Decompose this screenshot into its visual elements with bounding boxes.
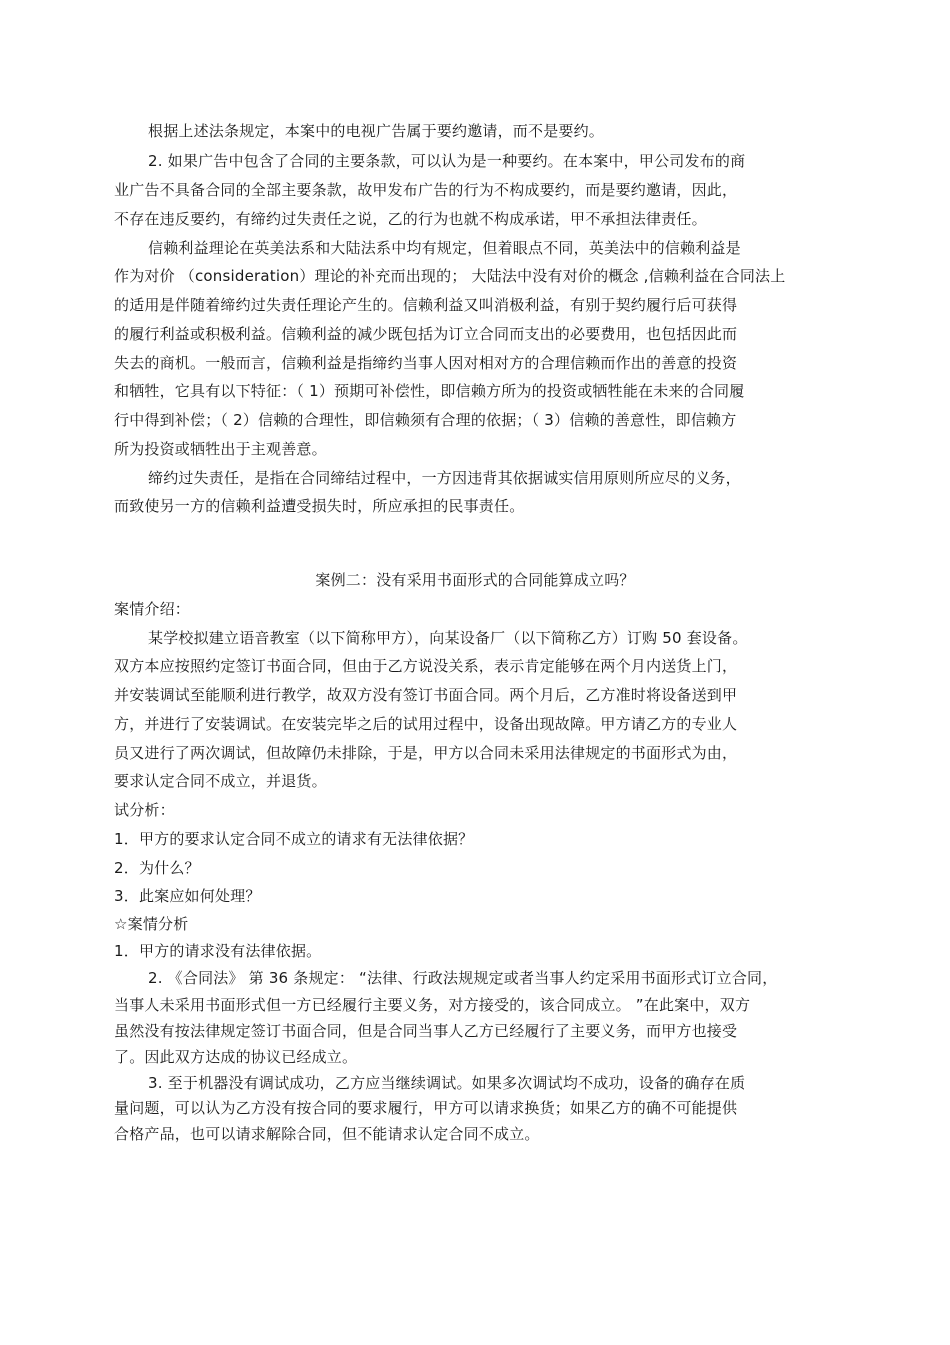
- question-item: 1．甲方的要求认定合同不成立的请求有无法律依据？: [114, 830, 474, 848]
- paragraph-line: 缔约过失责任，是指在合同缔结过程中，一方因违背其依据诚实信用原则所应尽的义务，: [148, 469, 741, 487]
- paragraph-line: 不存在违反要约，有缔约过失责任之说，乙的行为也就不构成承诺，甲不承担法律责任。: [114, 210, 707, 228]
- paragraph-line: 作为对价 （consideration）理论的补充而出现的； 大陆法中没有对价的概念 ,信赖利益在合同法上: [114, 267, 786, 285]
- section-label: 试分析：: [114, 801, 175, 819]
- paragraph-line: 2. 如果广告中包含了合同的主要条款，可以认为是一种要约。在本案中，甲公司发布的商: [148, 152, 746, 170]
- paragraph-line: 3. 至于机器没有调试成功，乙方应当继续调试。如果多次调试均不成功，设备的确存在质: [148, 1074, 746, 1092]
- paragraph-line: 了。因此双方达成的协议已经成立。: [114, 1048, 358, 1066]
- paragraph-line: 当事人未采用书面形式但一方已经履行主要义务，对方接受的，该合同成立。 ”在此案中，双方: [114, 996, 751, 1014]
- paragraph-line: 行中得到补偿；（ 2）信赖的合理性，即信赖须有合理的依据；（ 3）信赖的善意性，即信赖方: [114, 411, 737, 429]
- paragraph-line: 要求认定合同不成立，并退货。: [114, 772, 327, 790]
- paragraph-line: 合格产品，也可以请求解除合同，但不能请求认定合同不成立。: [114, 1125, 540, 1143]
- paragraph-line: 而致使另一方的信赖利益遭受损失时，所应承担的民事责任。: [114, 497, 525, 515]
- paragraph-line: 方，并进行了安装调试。在安装完毕之后的试用过程中，设备出现故障。甲方请乙方的专业人: [114, 715, 738, 733]
- paragraph-line: 的适用是伴随着缔约过失责任理论产生的。信赖利益又叫消极利益，有别于契约履行后可获得: [114, 296, 738, 314]
- section-label: ☆案情分析: [114, 915, 189, 933]
- section-label: 案情介绍：: [114, 600, 191, 618]
- paragraph-line: 某学校拟建立语音教室（以下简称甲方），向某设备厂（以下简称乙方）订购 50 套设备。: [148, 629, 748, 647]
- paragraph-line: 和牺牲，它具有以下特征：（ 1）预期可补偿性，即信赖方所为的投资或牺牲能在未来的合同履: [114, 382, 745, 400]
- paragraph-line: 双方本应按照约定签订书面合同，但由于乙方说没关系，表示肯定能够在两个月内送货上门，: [114, 657, 738, 675]
- question-item: 3．此案应如何处理？: [114, 887, 261, 905]
- paragraph-line: 根据上述法条规定，本案中的电视广告属于要约邀请，而不是要约。: [148, 122, 605, 140]
- paragraph-line: 虽然没有按法律规定签订书面合同，但是合同当事人乙方已经履行了主要义务，而甲方也接受: [114, 1022, 738, 1040]
- answer-item: 1．甲方的请求没有法律依据。: [114, 942, 322, 960]
- question-item: 2．为什么？: [114, 859, 200, 877]
- paragraph-line: 量问题，可以认为乙方没有按合同的要求履行，甲方可以请求换货；如果乙方的确不可能提供: [114, 1099, 738, 1117]
- paragraph-line: 2. 《合同法》 第 36 条规定： “法律、行政法规规定或者当事人约定采用书面形式订立合同，: [148, 969, 778, 987]
- paragraph-line: 失去的商机。一般而言，信赖利益是指缔约当事人因对相对方的合理信赖而作出的善意的投资: [114, 354, 738, 372]
- paragraph-line: 所为投资或牺牲出于主观善意。: [114, 440, 327, 458]
- paragraph-line: 员又进行了两次调试，但故障仍未排除，于是，甲方以合同未采用法律规定的书面形式为由，: [114, 744, 738, 762]
- paragraph-line: 并安装调试至能顺利进行教学，故双方没有签订书面合同。两个月后，乙方准时将设备送到甲: [114, 686, 738, 704]
- case-title: 案例二：没有采用书面形式的合同能算成立吗？: [315, 571, 635, 589]
- paragraph-line: 的履行利益或积极利益。信赖利益的减少既包括为订立合同而支出的必要费用，也包括因此而: [114, 325, 738, 343]
- paragraph-line: 信赖利益理论在英美法系和大陆法系中均有规定，但着眼点不同，英美法中的信赖利益是: [148, 239, 741, 257]
- paragraph-line: 业广告不具备合同的全部主要条款，故甲发布广告的行为不构成要约，而是要约邀请，因此，: [114, 181, 738, 199]
